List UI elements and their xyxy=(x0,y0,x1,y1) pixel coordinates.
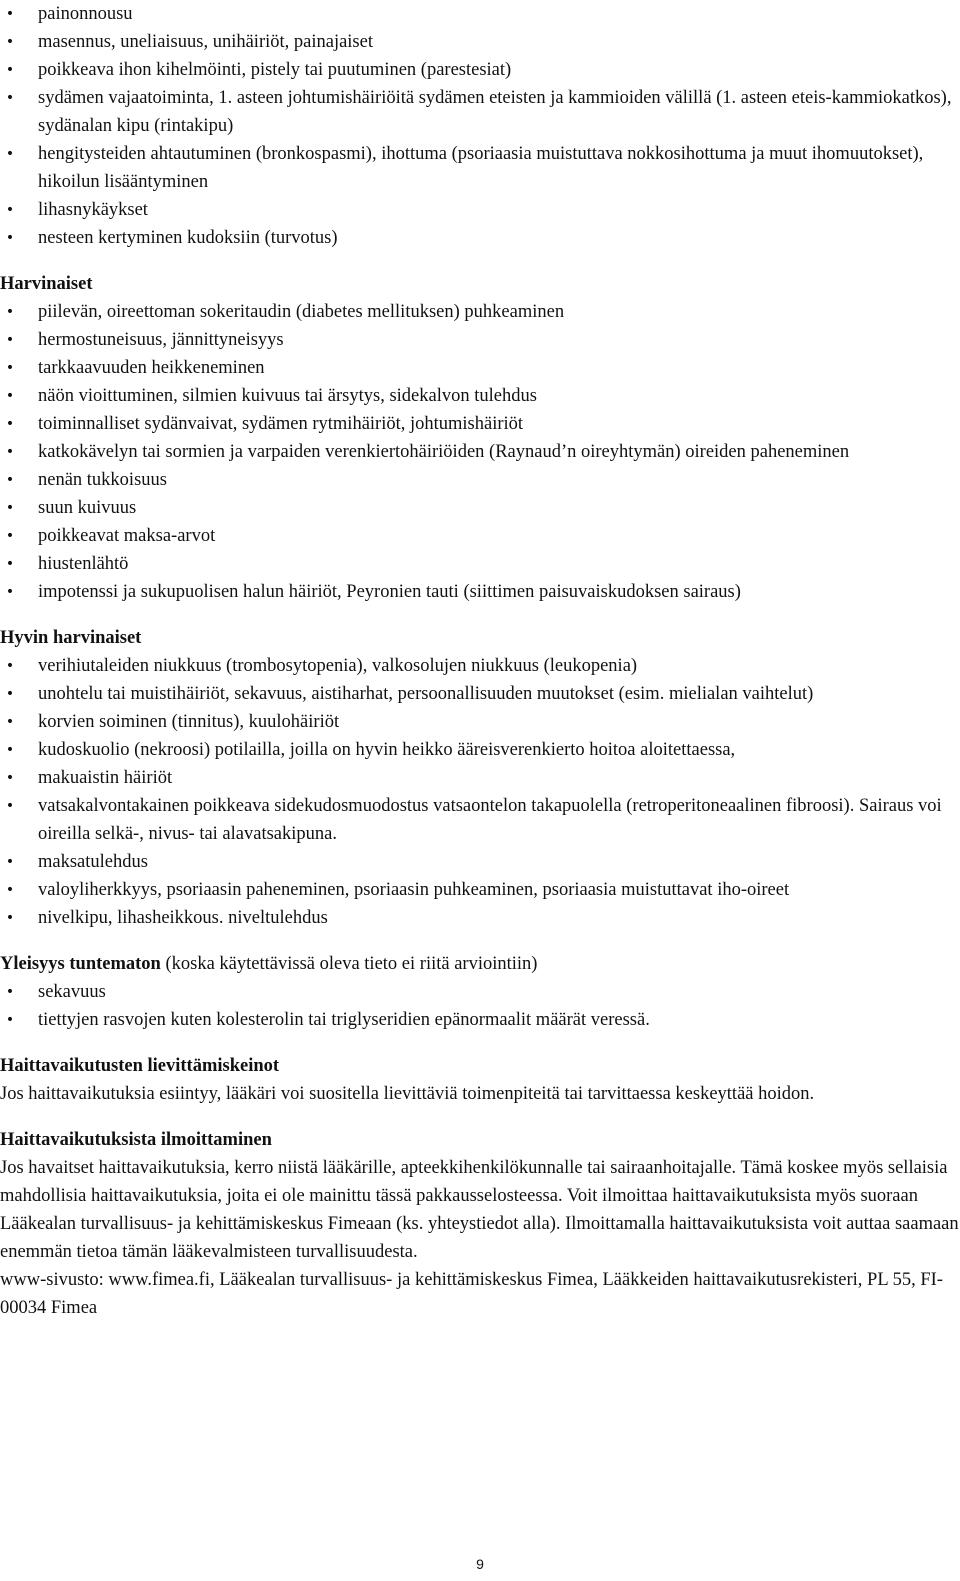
heading-note: (koska käytettävissä oleva tieto ei riitä arviointiin) xyxy=(165,954,538,974)
page-number: 9 xyxy=(476,1556,484,1572)
rare-side-effects-list xyxy=(0,298,960,606)
bullet-icon: • xyxy=(5,472,15,488)
bullet-icon: • xyxy=(5,360,15,376)
bullet-icon: • xyxy=(5,444,15,460)
bullet-icon: • xyxy=(5,658,15,674)
relief-section xyxy=(0,1052,960,1108)
very-rare-side-effects-list xyxy=(0,652,960,932)
bullet-icon: • xyxy=(5,584,15,600)
section-heading-line xyxy=(0,950,960,978)
list-item: • kudoskuolio (nekroosi) potilailla, joilla on hyvin heikko ääreisverenkierto hoitoa aloitettaessa, xyxy=(0,736,960,764)
list-item: • lihasnykäykset xyxy=(0,196,960,224)
list-item: • suun kuivuus xyxy=(0,494,960,522)
list-item: • makuaistin häiriöt xyxy=(0,764,960,792)
bullet-icon: • xyxy=(5,304,15,320)
section-heading: Harvinaiset xyxy=(0,274,93,294)
list-item: • vatsakalvontakainen poikkeava sidekudosmuodostus vatsaontelon takapuolella (retroperitoneaalinen fibroosi). Sairaus voi oireilla selkä-, nivus- tai alavatsakipuna. xyxy=(0,792,960,848)
section-heading: Haittavaikutusten lievittämiskeinot xyxy=(0,1056,280,1076)
reporting-section xyxy=(0,1126,960,1322)
list-item: • verihiutaleiden niukkuus (trombosytopenia), valkosolujen niukkuus (leukopenia) xyxy=(0,652,960,680)
list-item: • poikkeava ihon kihelmöinti, pistely tai puutuminen (parestesiat) xyxy=(0,56,960,84)
bullet-icon: • xyxy=(5,62,15,78)
list-item: • masennus, uneliaisuus, unihäiriöt, painajaiset xyxy=(0,28,960,56)
bullet-icon: • xyxy=(5,528,15,544)
section-heading: Hyvin harvinaiset xyxy=(0,628,142,648)
list-item: • nenän tukkoisuus xyxy=(0,466,960,494)
list-item: • hermostuneisuus, jännittyneisyys xyxy=(0,326,960,354)
list-item: • katkokävelyn tai sormien ja varpaiden verenkiertohäiriöiden (Raynaud’n oireyhtymän) oireiden paheneminen xyxy=(0,438,960,466)
list-item: • piilevän, oireettoman sokeritaudin (diabetes mellituksen) puhkeaminen xyxy=(0,298,960,326)
bullet-icon: • xyxy=(5,854,15,870)
bullet-icon: • xyxy=(5,882,15,898)
bullet-icon: • xyxy=(5,798,15,814)
list-item: • nesteen kertyminen kudoksiin (turvotus) xyxy=(0,224,960,252)
bullet-icon: • xyxy=(5,1012,15,1028)
list-item: • nivelkipu, lihasheikkous. niveltulehdus xyxy=(0,904,960,932)
bullet-icon: • xyxy=(5,770,15,786)
bullet-icon: • xyxy=(5,416,15,432)
bullet-icon: • xyxy=(5,388,15,404)
list-item: • impotenssi ja sukupuolisen halun häiriöt, Peyronien tauti (siittimen paisuvaiskudoksen sairaus) xyxy=(0,578,960,606)
unknown-side-effects-list xyxy=(0,978,960,1034)
list-item: • näön vioittuminen, silmien kuivuus tai ärsytys, sidekalvon tulehdus xyxy=(0,382,960,410)
list-item: • hiustenlähtö xyxy=(0,550,960,578)
list-item: • valoyliherkkyys, psoriaasin paheneminen, psoriaasin puhkeaminen, psoriaasia muistuttavat iho-oireet xyxy=(0,876,960,904)
list-item: • sekavuus xyxy=(0,978,960,1006)
reporting-paragraph: Jos havaitset haittavaikutuksia, kerro niistä lääkärille, apteekkihenkilökunnalle tai sairaanhoitajalle. Tämä koskee myös sellaisia mahdollisia haittavaikutuksia, joita ei ole mainittu tässä pakkausselosteessa. Voit ilmoittaa haittavaikutuksista myös suoraan Lääkealan turvallisuus- ja kehittämiskeskus Fimeaan (ks. yhteystiedot alla). Ilmoittamalla haittavaikutuksista voit auttaa saamaan enemmän tietoa tämän lääkevalmisteen turvallisuudesta. xyxy=(0,1158,959,1262)
bullet-icon: • xyxy=(5,90,15,106)
bullet-icon: • xyxy=(5,984,15,1000)
rare-section xyxy=(0,270,960,606)
list-item: • tiettyjen rasvojen kuten kolesterolin tai triglyseridien epänormaalit määrät veressä. xyxy=(0,1006,960,1034)
bullet-icon: • xyxy=(5,556,15,572)
list-item: • toiminnalliset sydänvaivat, sydämen rytmihäiriöt, johtumishäiriöt xyxy=(0,410,960,438)
bullet-icon: • xyxy=(5,686,15,702)
bullet-icon: • xyxy=(5,6,15,22)
unknown-frequency-section xyxy=(0,950,960,1034)
contact-paragraph: www-sivusto: www.fimea.fi, Lääkealan turvallisuus- ja kehittämiskeskus Fimea, Lääkkeiden haittavaikutusrekisteri, PL 55, FI-00034 Fimea xyxy=(0,1270,943,1318)
bullet-icon: • xyxy=(5,146,15,162)
list-item: • unohtelu tai muistihäiriöt, sekavuus, aistiharhat, persoonallisuuden muutokset (esim. mielialan vaihtelut) xyxy=(0,680,960,708)
very-rare-section xyxy=(0,624,960,932)
list-item: • hengitysteiden ahtautuminen (bronkospasmi), ihottuma (psoriaasia muistuttava nokkosihottuma ja muut ihomuutokset), hikoilun lisääntyminen xyxy=(0,140,960,196)
list-item: • poikkeavat maksa-arvot xyxy=(0,522,960,550)
bullet-icon: • xyxy=(5,202,15,218)
list-item: • tarkkaavuuden heikkeneminen xyxy=(0,354,960,382)
bullet-icon: • xyxy=(5,34,15,50)
relief-paragraph: Jos haittavaikutuksia esiintyy, lääkäri voi suositella lievittäviä toimenpiteitä tai tarvittaessa keskeyttää hoidon. xyxy=(0,1084,815,1104)
bullet-icon: • xyxy=(5,910,15,926)
list-item: • sydämen vajaatoiminta, 1. asteen johtumishäiriöitä sydämen eteisten ja kammioiden välillä (1. asteen eteis-kammiokatkos), sydänalan kipu (rintakipu) xyxy=(0,84,960,140)
list-item: • korvien soiminen (tinnitus), kuulohäiriöt xyxy=(0,708,960,736)
bullet-icon: • xyxy=(5,332,15,348)
bullet-icon: • xyxy=(5,230,15,246)
section-heading: Haittavaikutuksista ilmoittaminen xyxy=(0,1130,272,1150)
list-item: • painonnousu xyxy=(0,0,960,28)
section-heading: Yleisyys tuntematon xyxy=(0,954,161,974)
bullet-icon: • xyxy=(5,742,15,758)
bullet-icon: • xyxy=(5,714,15,730)
bullet-icon: • xyxy=(5,500,15,516)
list-item: • maksatulehdus xyxy=(0,848,960,876)
common-side-effects-list xyxy=(0,0,960,252)
